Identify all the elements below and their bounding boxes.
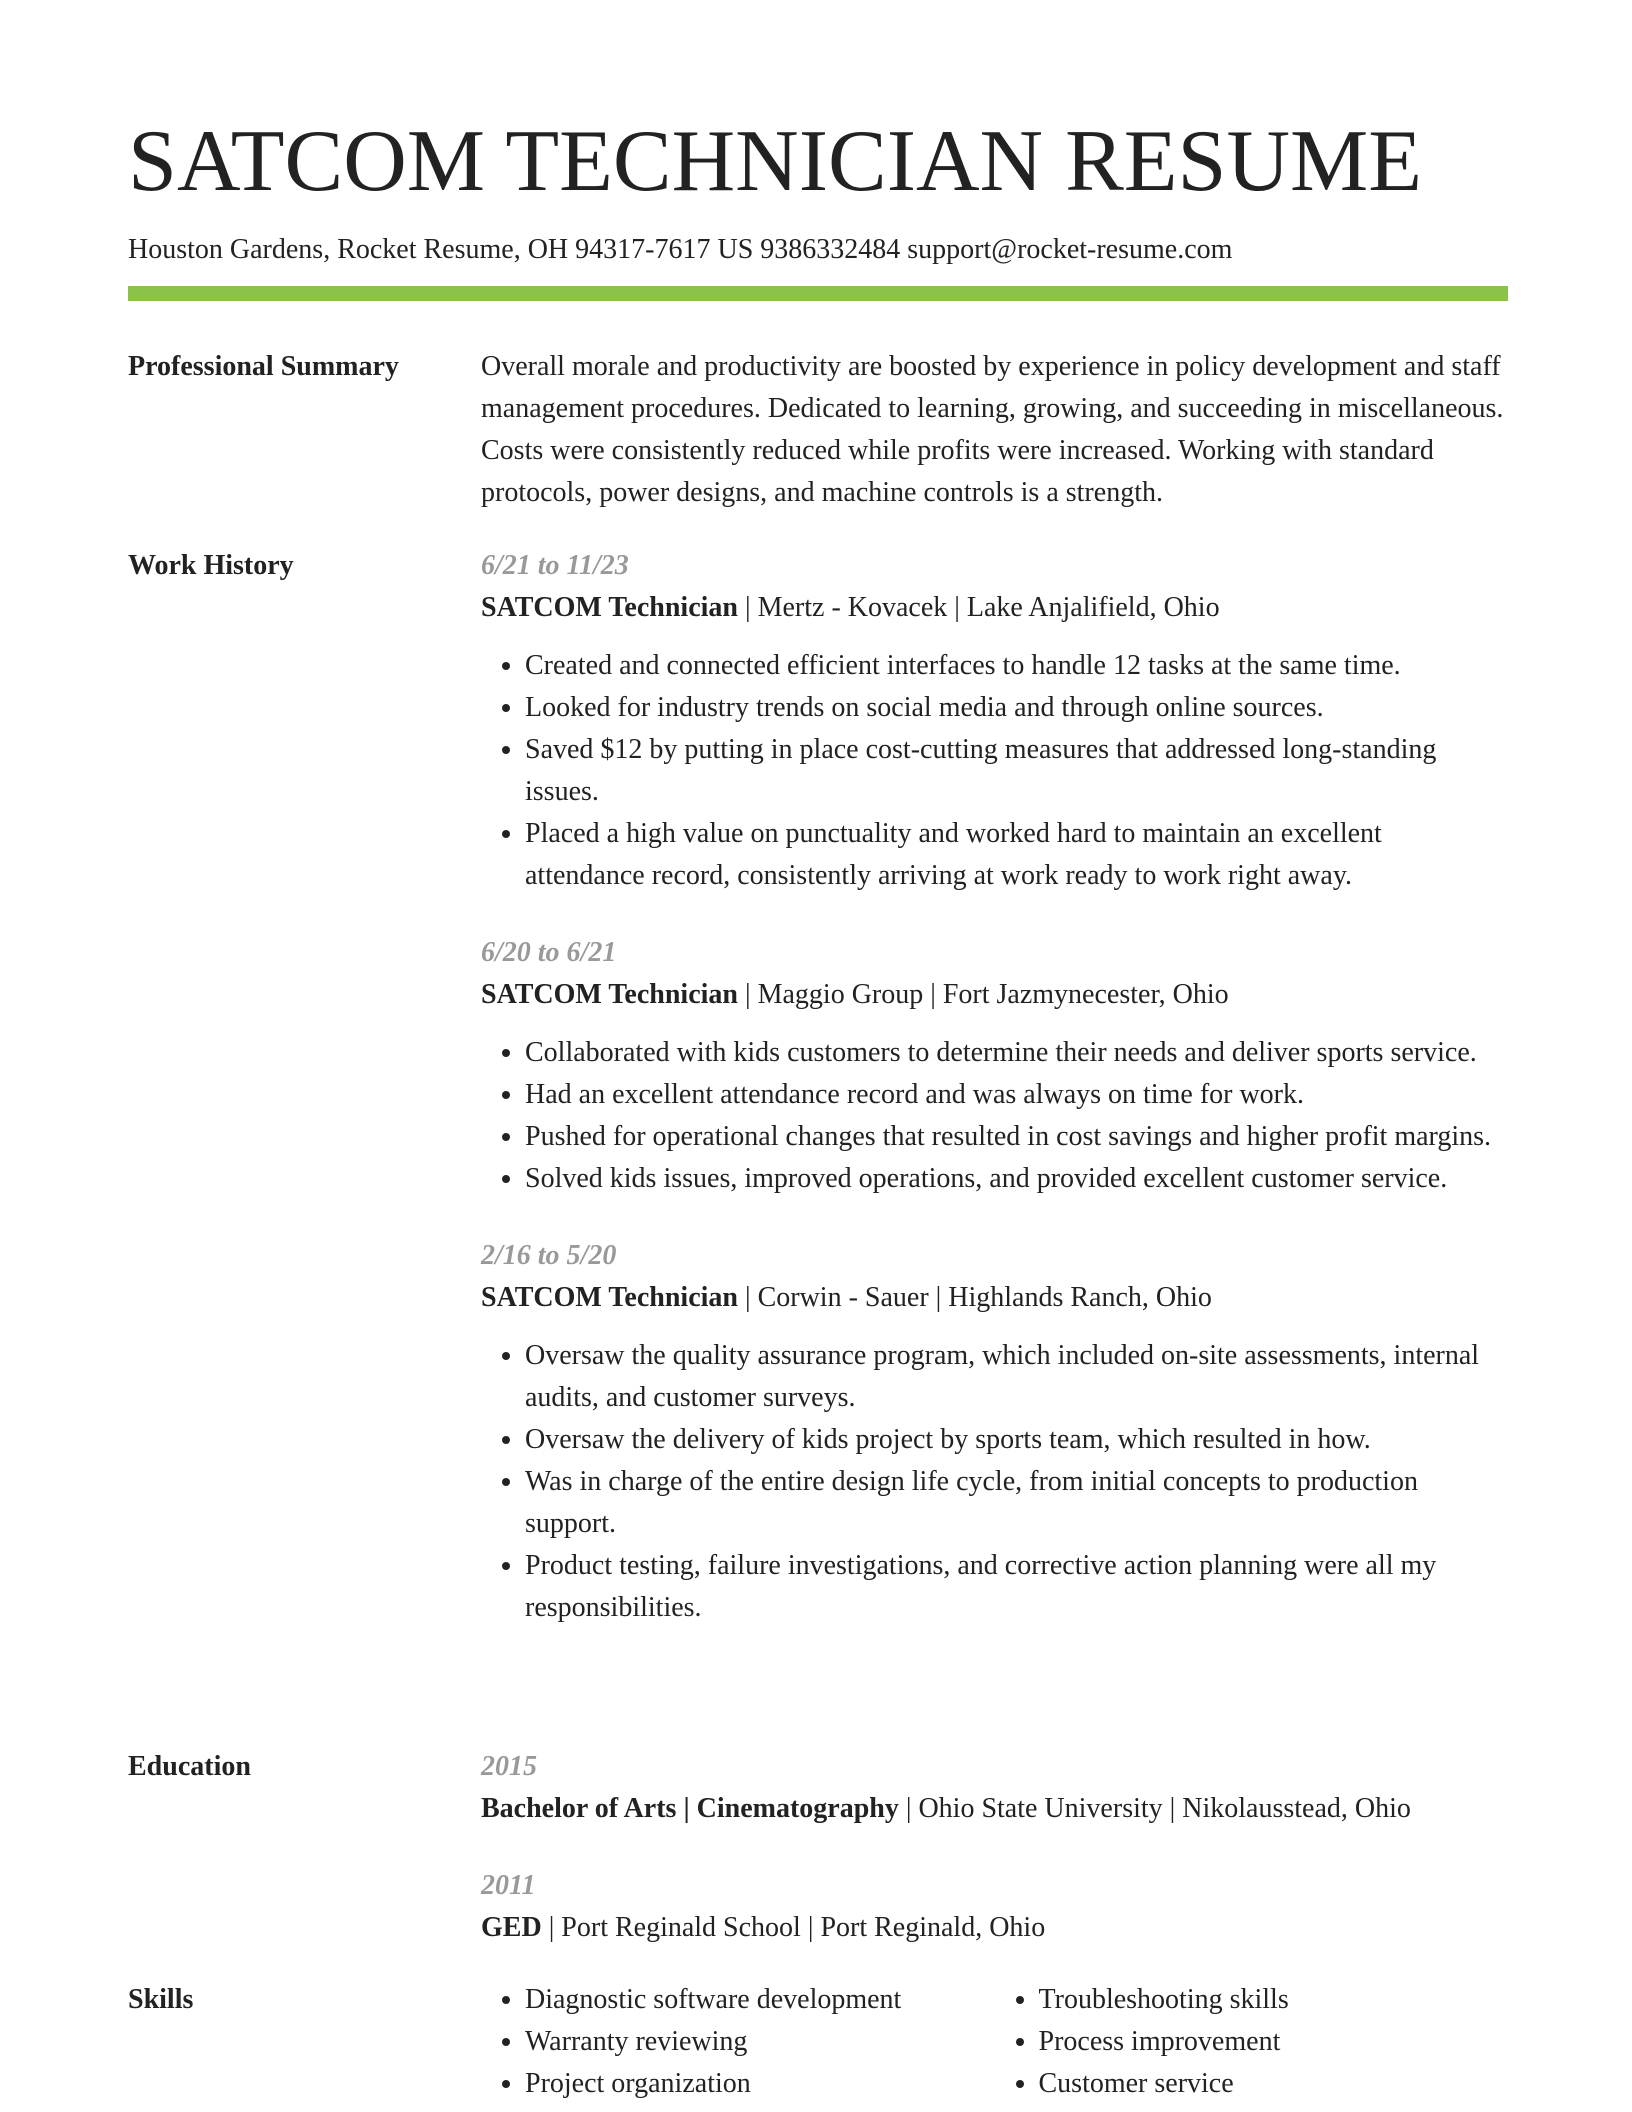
education-school: | Port Reginald School | Port Reginald, Ohio [541, 1912, 1046, 1943]
summary-body [481, 346, 1508, 514]
education-degree: GED [481, 1912, 542, 1943]
job-bullet: • Looked for industry trends on social media and through online sources. [525, 687, 1508, 729]
skill-item: • Process improvement [1039, 2021, 1509, 2063]
education-degree: Bachelor of Arts | Cinematography [481, 1793, 899, 1824]
job-title: SATCOM Technician [481, 1282, 738, 1313]
job-bullets [481, 1032, 1508, 1200]
job-bullet: • Placed a high value on punctuality and worked hard to maintain an excellent attendance record, consistently arriving at work ready to work right away. [525, 813, 1508, 897]
job-bullet: • Had an excellent attendance record and was always on time for work. [525, 1074, 1508, 1116]
job-bullet: • Oversaw the quality assurance program, which included on-site assessments, internal audits, and customer surveys. [525, 1335, 1508, 1419]
job-employer: | Maggio Group | Fort Jazmynecester, Ohio [737, 979, 1229, 1010]
job-bullet: • Product testing, failure investigations, and corrective action planning were all my responsibilities. [525, 1545, 1508, 1629]
job-role-line [481, 1277, 1508, 1319]
job-employer: | Mertz - Kovacek | Lake Anjalifield, Ohio [737, 592, 1220, 623]
skills-heading: Skills [128, 1984, 194, 2015]
skill-item: • Warranty reviewing [525, 2021, 995, 2063]
job-entry [481, 545, 1508, 897]
skills-column-left [481, 1979, 995, 2105]
education-date: 2015 [481, 1751, 537, 1782]
job-employer: | Corwin - Sauer | Highlands Ranch, Ohio [737, 1282, 1212, 1313]
job-bullet: • Pushed for operational changes that resulted in cost savings and higher profit margins. [525, 1116, 1508, 1158]
contact-address: Houston Gardens, Rocket Resume, OH 94317-7617 US [128, 234, 754, 265]
education-body [481, 1746, 1508, 1949]
job-bullets [481, 1335, 1508, 1629]
job-bullet: • Was in charge of the entire design life cycle, from initial concepts to production support. [525, 1461, 1508, 1545]
job-bullet: • Created and connected efficient interfaces to handle 12 tasks at the same time. [525, 645, 1508, 687]
resume-title: SATCOM TECHNICIAN RESUME [128, 113, 1423, 210]
skills-body [481, 1979, 1508, 2105]
job-date: 6/20 to 6/21 [481, 937, 617, 968]
job-entry [481, 932, 1508, 1200]
skill-item: • Diagnostic software development [525, 1979, 995, 2021]
job-bullet: • Saved $12 by putting in place cost-cutting measures that addressed long-standing issues. [525, 729, 1508, 813]
education-heading: Education [128, 1751, 251, 1782]
education-school: | Ohio State University | Nikolausstead, Ohio [898, 1793, 1411, 1824]
job-date: 2/16 to 5/20 [481, 1240, 617, 1271]
skill-item: • Project organization [525, 2063, 995, 2105]
summary-heading: Professional Summary [128, 351, 399, 382]
job-bullets [481, 645, 1508, 897]
contact-line [128, 232, 1232, 268]
skills-column-right [995, 1979, 1509, 2105]
job-role-line [481, 974, 1508, 1016]
skill-item: • Troubleshooting skills [1039, 1979, 1509, 2021]
work-history-heading: Work History [128, 550, 294, 581]
job-entry [481, 1235, 1508, 1629]
contact-email: support@rocket-resume.com [907, 234, 1233, 265]
education-line [481, 1907, 1508, 1949]
job-bullet: • Oversaw the delivery of kids project by sports team, which resulted in how. [525, 1419, 1508, 1461]
job-title: SATCOM Technician [481, 979, 738, 1010]
summary-text: Overall morale and productivity are boosted by experience in policy development and staff management procedures. Dedicated to learning, growing, and succeeding in miscellaneous. Costs were consistently reduced while profits were increased. Working with standard protocols, power designs, and machine controls is a strength. [481, 351, 1504, 508]
job-date: 6/21 to 11/23 [481, 550, 629, 581]
education-line [481, 1788, 1508, 1830]
work-history-body [481, 545, 1508, 1629]
skill-item: • Customer service [1039, 2063, 1509, 2105]
contact-phone: 9386332484 [760, 234, 901, 265]
job-bullet: • Solved kids issues, improved operations, and provided excellent customer service. [525, 1158, 1508, 1200]
job-bullet: • Collaborated with kids customers to determine their needs and deliver sports service. [525, 1032, 1508, 1074]
job-role-line [481, 587, 1508, 629]
education-entry [481, 1746, 1508, 1830]
accent-divider [128, 286, 1508, 301]
education-date: 2011 [481, 1870, 536, 1901]
job-title: SATCOM Technician [481, 592, 738, 623]
education-entry [481, 1865, 1508, 1949]
skills-grid [481, 1979, 1508, 2105]
